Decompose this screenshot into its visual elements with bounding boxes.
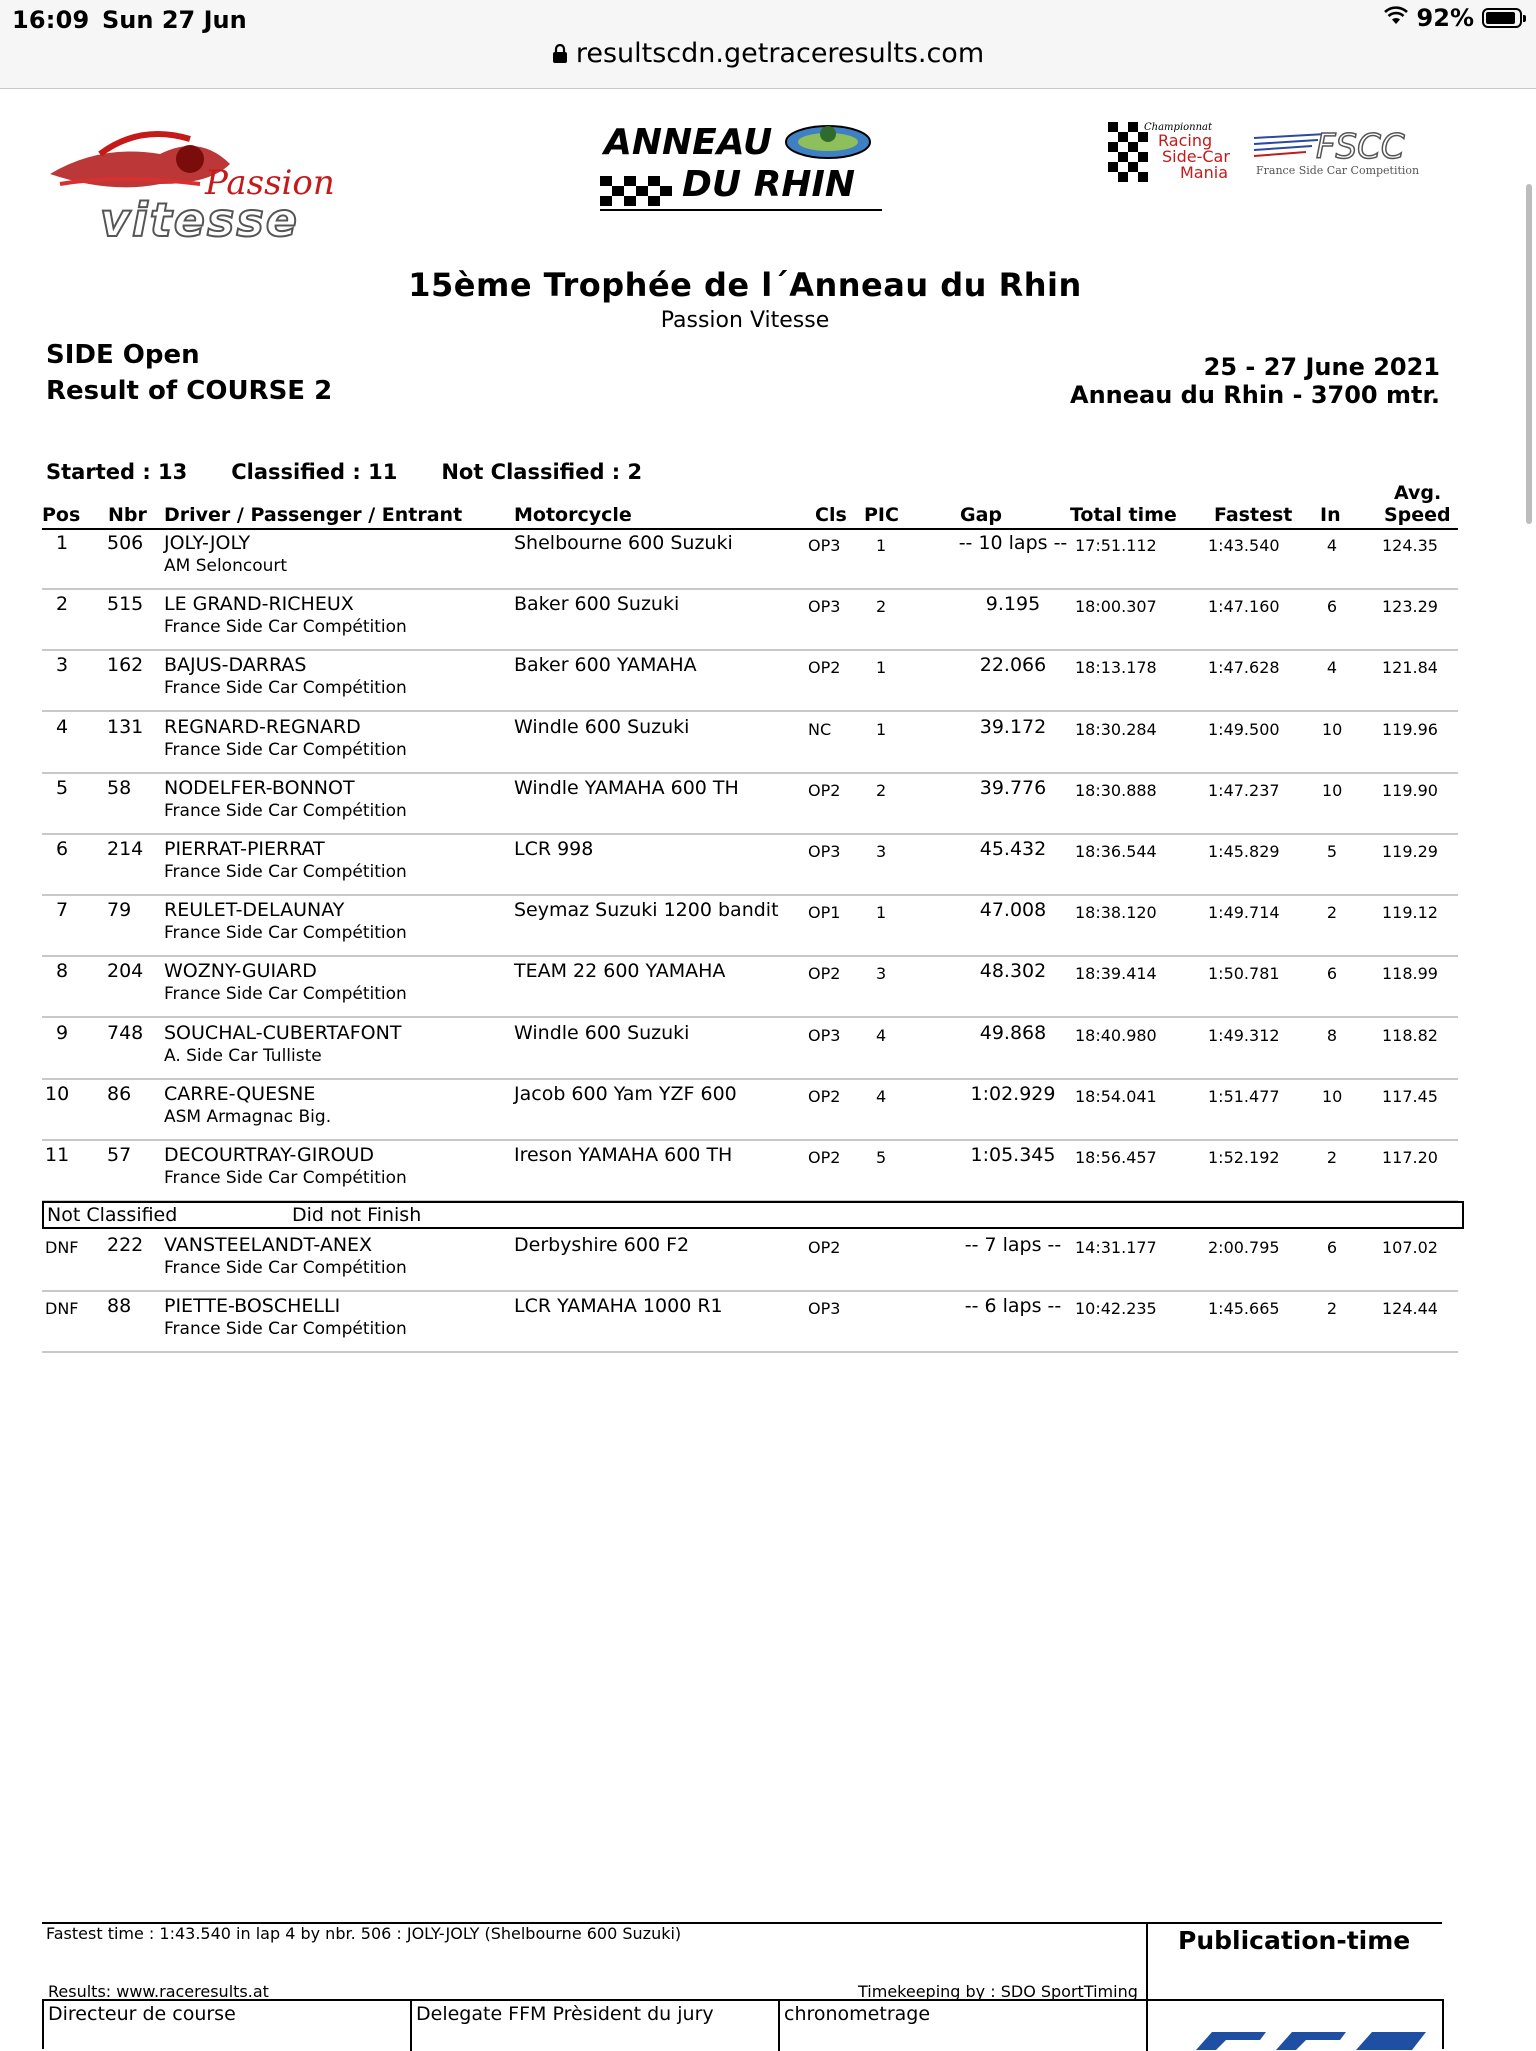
cell-driver: DECOURTRAY-GIROUD [164, 1144, 375, 1166]
col-avg: Avg. [1394, 482, 1442, 504]
cell-motorcycle: Windle 600 Suzuki [514, 1021, 690, 1044]
cell-pos: 10 [45, 1082, 70, 1105]
cell-pic: 4 [876, 1025, 887, 1045]
cell-in: 6 [1326, 1238, 1338, 1257]
cell-fastest: 1:50.781 [1208, 964, 1280, 984]
cell-in: 10 [1322, 780, 1343, 800]
cell-pos: 8 [56, 960, 69, 983]
sig-delegate: Delegate FFM Prèsident du jury [410, 2001, 780, 2051]
cell-in: 4 [1326, 536, 1338, 555]
cell-speed: 124.35 [1382, 536, 1438, 555]
cell-entrant: A. Side Car Tulliste [164, 1045, 322, 1066]
url-text: resultscdn.getraceresults.com [575, 38, 985, 69]
cell-cls: OP2 [808, 1086, 841, 1106]
cell-motorcycle: Windle 600 Suzuki [514, 715, 690, 738]
ffm-logo [1176, 2028, 1436, 2050]
cell-nbr: 131 [107, 715, 144, 738]
cell-speed: 121.84 [1382, 658, 1438, 678]
cell-cls: OP3 [808, 536, 841, 555]
footer-fastest-time: Fastest time : 1:43.540 in lap 4 by nbr. 506 : JOLY-JOLY (Shelbourne 600 Suzuki) [46, 1924, 682, 1943]
cell-pic: 5 [876, 1148, 887, 1167]
not-classified-bar [42, 1201, 1464, 1229]
col-cls: Cls [815, 504, 847, 526]
col-driver: Driver / Passenger / Entrant [164, 504, 463, 526]
cell-cls: OP3 [808, 1299, 841, 1319]
svg-text:ANNEAU: ANNEAU [604, 122, 773, 163]
col-in: In [1320, 504, 1341, 526]
cell-driver: BAJUS-DARRAS [164, 654, 307, 677]
cell-motorcycle: Shelbourne 600 Suzuki [514, 532, 733, 554]
cell-fastest: 1:45.665 [1208, 1299, 1280, 1319]
cell-driver: WOZNY-GUIARD [164, 960, 317, 983]
results-document [0, 88, 1536, 2048]
result-row [42, 834, 1458, 896]
svg-text:Side-Car: Side-Car [1162, 147, 1230, 166]
cell-pic: 1 [876, 903, 887, 923]
cell-gap: 22.066 [979, 654, 1047, 677]
cell-driver: JOLY-JOLY [164, 532, 251, 554]
result-row [42, 650, 1458, 712]
cell-total-time: 18:13.178 [1075, 658, 1157, 678]
cell-pos: 4 [56, 715, 69, 738]
championnat-fscc-logo [1106, 118, 1446, 208]
cell-speed: 119.29 [1382, 842, 1438, 861]
result-row [42, 773, 1458, 835]
cell-in: 6 [1326, 964, 1338, 984]
status-time: 16:09 [12, 6, 90, 34]
cell-driver: SOUCHAL-CUBERTAFONT [164, 1021, 402, 1044]
cell-entrant: France Side Car Compétition [164, 1319, 407, 1340]
cell-total-time: 18:38.120 [1075, 903, 1157, 923]
event-venue: Anneau du Rhin - 3700 mtr. [1070, 381, 1440, 409]
browser-top-bar [0, 0, 1536, 89]
cell-nbr: 162 [107, 654, 144, 677]
cell-total-time: 10:42.235 [1075, 1299, 1157, 1319]
result-row [42, 712, 1458, 774]
table-header [42, 480, 1458, 530]
footer-results-link[interactable]: Results: www.raceresults.at [48, 1982, 269, 2001]
cell-speed: 118.82 [1382, 1025, 1438, 1045]
page-title: 15ème Trophée de l´Anneau du Rhin [408, 266, 1082, 304]
cell-entrant: AM Seloncourt [164, 556, 288, 576]
cell-in: 6 [1326, 597, 1338, 617]
result-row [42, 1079, 1458, 1141]
lock-icon [552, 40, 568, 71]
cell-motorcycle: Derbyshire 600 F2 [514, 1234, 690, 1256]
cell-cls: OP2 [808, 780, 841, 800]
cell-entrant: France Side Car Compétition [164, 1168, 407, 1188]
cell-motorcycle: Baker 600 Suzuki [514, 593, 680, 616]
cell-pos: 11 [45, 1144, 70, 1166]
cell-gap: 48.302 [979, 960, 1047, 983]
cell-pic: 2 [876, 780, 887, 800]
cell-nbr: 86 [107, 1082, 132, 1105]
col-pos: Pos [42, 504, 81, 526]
cell-nbr: 58 [107, 776, 132, 799]
course-title: Result of COURSE 2 [46, 376, 333, 406]
cell-motorcycle: Ireson YAMAHA 600 TH [514, 1144, 733, 1166]
cell-motorcycle: Jacob 600 Yam YZF 600 [514, 1082, 737, 1105]
cell-nbr: 748 [107, 1021, 144, 1044]
cell-entrant: France Side Car Compétition [164, 1258, 407, 1278]
cell-motorcycle: TEAM 22 600 YAMAHA [514, 960, 726, 983]
cell-nbr: 515 [107, 593, 144, 616]
cell-gap: -- 6 laps -- [964, 1295, 1062, 1318]
cell-speed: 119.96 [1382, 719, 1438, 739]
cell-total-time: 18:00.307 [1075, 597, 1157, 617]
cell-entrant: France Side Car Compétition [164, 678, 407, 699]
cell-cls: OP3 [808, 1025, 841, 1045]
dnf-row [42, 1291, 1458, 1353]
cell-fastest: 1:49.312 [1208, 1025, 1280, 1045]
cell-in: 8 [1326, 1025, 1338, 1045]
cell-speed: 118.99 [1382, 964, 1438, 984]
cell-gap: -- 10 laps -- [958, 532, 1068, 554]
cell-fastest: 1:49.500 [1208, 719, 1280, 739]
cell-gap: 1:02.929 [970, 1082, 1056, 1105]
cell-driver: VANSTEELANDT-ANEX [164, 1234, 373, 1256]
page-subtitle: Passion Vitesse [660, 308, 830, 333]
cell-nbr: 88 [107, 1295, 132, 1318]
cell-total-time: 18:36.544 [1075, 842, 1157, 861]
result-row [42, 956, 1458, 1018]
cell-cls: OP2 [808, 1148, 841, 1167]
cell-in: 10 [1322, 719, 1343, 739]
cell-speed: 117.20 [1382, 1148, 1438, 1167]
cell-pic: 4 [876, 1086, 887, 1106]
cell-fastest: 1:43.540 [1208, 536, 1280, 555]
result-row [42, 1140, 1458, 1202]
cell-pic: 2 [876, 597, 887, 617]
cell-motorcycle: Seymaz Suzuki 1200 bandit [514, 899, 779, 922]
result-row [42, 895, 1458, 957]
svg-text:DU RHIN: DU RHIN [682, 164, 856, 205]
svg-text:Championnat: Championnat [1144, 122, 1213, 133]
cell-total-time: 18:30.888 [1075, 780, 1157, 800]
cell-entrant: France Side Car Compétition [164, 739, 407, 760]
cell-speed: 117.45 [1382, 1086, 1438, 1106]
cell-cls: NC [808, 719, 832, 739]
cell-speed: 124.44 [1382, 1299, 1438, 1319]
cell-speed: 119.90 [1382, 780, 1438, 800]
not-classified-label: Not Classified [47, 1204, 178, 1226]
cell-motorcycle: Windle YAMAHA 600 TH [514, 776, 739, 799]
cell-motorcycle: Baker 600 YAMAHA [514, 654, 697, 677]
cell-in: 2 [1326, 903, 1338, 923]
col-pic: PIC [864, 504, 899, 526]
cell-pos: 7 [56, 899, 69, 922]
cell-total-time: 18:40.980 [1075, 1025, 1157, 1045]
cell-driver: LE GRAND-RICHEUX [164, 593, 354, 616]
svg-text:France Side Car Competition: France Side Car Competition [1256, 164, 1420, 177]
cell-entrant: France Side Car Compétition [164, 800, 407, 821]
cell-in: 10 [1322, 1086, 1343, 1106]
cell-pos: 3 [56, 654, 69, 677]
cell-driver: PIERRAT-PIERRAT [164, 838, 325, 860]
cell-gap: 39.172 [979, 715, 1047, 738]
cell-in: 2 [1326, 1299, 1338, 1319]
svg-text:Mania: Mania [1180, 163, 1228, 182]
cell-gap: 9.195 [985, 593, 1041, 616]
not-classified-reason: Did not Finish [292, 1204, 422, 1226]
cell-total-time: 18:56.457 [1075, 1148, 1157, 1167]
classified-count: Classified : 11 [231, 460, 398, 484]
scrollbar[interactable] [1526, 184, 1532, 524]
cell-fastest: 1:47.160 [1208, 597, 1280, 617]
cell-total-time: 18:54.041 [1075, 1086, 1157, 1106]
cell-fastest: 1:47.237 [1208, 780, 1280, 800]
cell-entrant: France Side Car Compétition [164, 984, 407, 1005]
svg-text:Racing: Racing [1158, 131, 1213, 150]
cell-driver: REULET-DELAUNAY [164, 899, 345, 922]
cell-entrant: France Side Car Compétition [164, 862, 407, 882]
cell-entrant: France Side Car Compétition [164, 617, 407, 638]
cell-pic: 1 [876, 719, 887, 739]
cell-cls: OP3 [808, 842, 841, 861]
sig-directeur: Directeur de course [48, 2003, 236, 2025]
cell-speed: 119.12 [1382, 903, 1438, 923]
cell-gap: 1:05.345 [970, 1144, 1056, 1166]
cell-pic: 3 [876, 842, 887, 861]
status-date: Sun 27 Jun [102, 6, 247, 34]
cell-total-time: 14:31.177 [1075, 1238, 1157, 1257]
cell-nbr: 57 [107, 1144, 132, 1166]
logo-passion-text: Passion [205, 163, 335, 203]
col-gap: Gap [960, 504, 1003, 526]
cell-entrant: ASM Armagnac Big. [164, 1106, 332, 1127]
cell-entrant: France Side Car Compétition [164, 923, 407, 944]
col-nbr: Nbr [108, 504, 147, 526]
publication-time-label: Publication-time [1178, 1926, 1411, 1955]
cell-pos: DNF [45, 1238, 79, 1257]
cell-cls: OP3 [808, 597, 841, 617]
col-total-time: Total time [1070, 504, 1177, 526]
cell-total-time: 18:39.414 [1075, 964, 1157, 984]
cell-gap: 39.776 [979, 776, 1047, 799]
cell-driver: NODELFER-BONNOT [164, 776, 355, 799]
cell-driver: PIETTE-BOSCHELLI [164, 1295, 341, 1318]
cell-pic: 3 [876, 964, 887, 984]
passion-vitesse-logo [40, 114, 370, 244]
cell-fastest: 1:49.714 [1208, 903, 1280, 923]
not-classified-count: Not Classified : 2 [441, 460, 643, 484]
cell-fastest: 1:51.477 [1208, 1086, 1280, 1106]
cell-pos: 9 [56, 1021, 69, 1044]
result-row [42, 589, 1458, 651]
cell-in: 4 [1326, 658, 1338, 678]
cell-in: 2 [1326, 1148, 1338, 1167]
sig-chronometrage: chronometrage [778, 2001, 1148, 2051]
cell-nbr: 204 [107, 960, 144, 983]
cell-speed: 107.02 [1382, 1238, 1438, 1257]
cell-pic: 1 [876, 658, 887, 678]
cell-nbr: 506 [107, 532, 144, 554]
svg-text:vitesse: vitesse [100, 193, 299, 244]
cell-cls: OP1 [808, 903, 841, 923]
started-count: Started : 13 [46, 460, 188, 484]
address-bar[interactable] [0, 38, 1536, 71]
cell-driver: REGNARD-REGNARD [164, 715, 361, 738]
cell-fastest: 1:52.192 [1208, 1148, 1280, 1167]
wifi-icon [1383, 4, 1409, 32]
cell-pos: DNF [45, 1299, 79, 1319]
cell-speed: 123.29 [1382, 597, 1438, 617]
cell-cls: OP2 [808, 1238, 841, 1257]
cell-fastest: 1:47.628 [1208, 658, 1280, 678]
cell-fastest: 1:45.829 [1208, 842, 1280, 861]
col-fastest: Fastest [1214, 504, 1293, 526]
cell-pos: 6 [56, 838, 69, 860]
event-dates: 25 - 27 June 2021 [1203, 353, 1440, 381]
battery-percent: 92% [1416, 4, 1474, 32]
cell-pos: 1 [56, 532, 69, 554]
col-motorcycle: Motorcycle [514, 504, 632, 526]
cell-driver: CARRE-QUESNE [164, 1082, 316, 1105]
status-right [1383, 4, 1522, 32]
cell-motorcycle: LCR 998 [514, 838, 594, 860]
cell-gap: 47.008 [979, 899, 1047, 922]
cell-gap: 49.868 [979, 1021, 1047, 1044]
svg-text:FSCC: FSCC [1316, 127, 1405, 167]
result-row [42, 528, 1458, 590]
dnf-row [42, 1230, 1458, 1292]
cell-cls: OP2 [808, 964, 841, 984]
cell-cls: OP2 [808, 658, 841, 678]
cell-in: 5 [1326, 842, 1338, 861]
cell-pic: 1 [876, 536, 887, 555]
cell-total-time: 18:30.284 [1075, 719, 1157, 739]
cell-pos: 5 [56, 776, 69, 799]
cell-gap: -- 7 laps -- [964, 1234, 1062, 1256]
class-name: SIDE Open [46, 340, 200, 370]
battery-icon [1482, 8, 1522, 28]
cell-nbr: 214 [107, 838, 144, 860]
cell-motorcycle: LCR YAMAHA 1000 R1 [514, 1295, 723, 1318]
footer-timekeeping: Timekeeping by : SDO SportTiming [858, 1982, 1138, 2001]
result-row [42, 1018, 1458, 1080]
cell-pos: 2 [56, 593, 69, 616]
cell-nbr: 222 [107, 1234, 144, 1256]
cell-total-time: 17:51.112 [1075, 536, 1157, 555]
cell-nbr: 79 [107, 899, 132, 922]
anneau-du-rhin-logo [592, 114, 892, 224]
col-speed: Speed [1384, 504, 1451, 526]
cell-gap: 45.432 [979, 838, 1047, 860]
cell-fastest: 2:00.795 [1208, 1238, 1280, 1257]
